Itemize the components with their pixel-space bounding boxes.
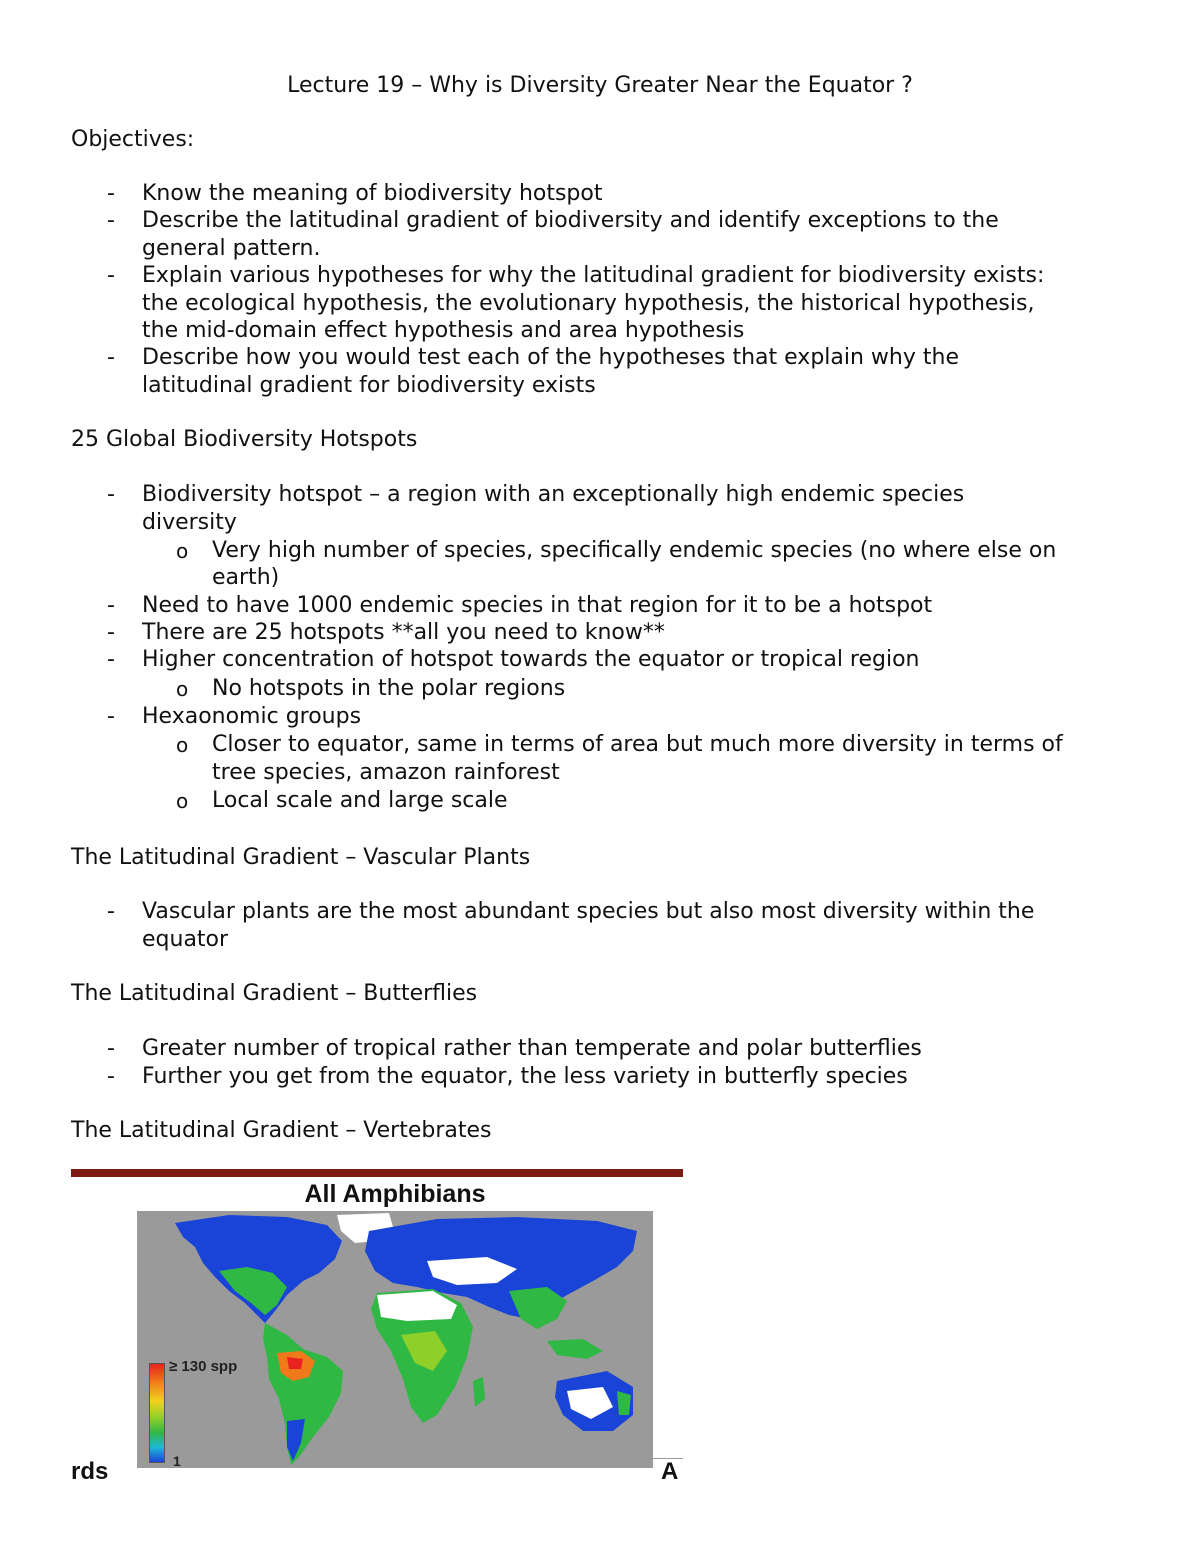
- legend-color-scale: [149, 1363, 165, 1463]
- hotspot-subitem-continued: tree species, amazon rainforest: [212, 760, 560, 785]
- hotspot-item-continued: diversity: [142, 510, 237, 535]
- hotspot-item: Biodiversity hotspot – a region with an exceptionally high endemic species: [142, 482, 965, 507]
- bullet-dash: -: [107, 345, 115, 370]
- hotspots-heading: 25 Global Biodiversity Hotspots: [71, 427, 418, 452]
- bullet-dash: -: [107, 482, 115, 507]
- bullet-dash: -: [107, 181, 115, 206]
- sub-bullet-circle: o: [176, 539, 189, 563]
- vertebrates-heading: The Latitudinal Gradient – Vertebrates: [71, 1118, 492, 1143]
- bullet-dash: -: [107, 208, 115, 233]
- bullet-dash: -: [107, 1064, 115, 1089]
- objective-item: Describe the latitudinal gradient of biodiversity and identify exceptions to the: [142, 208, 999, 233]
- sub-bullet-circle: o: [176, 733, 189, 757]
- cropped-label-right: A: [661, 1458, 679, 1485]
- objective-item-continued: the ecological hypothesis, the evolutionary hypothesis, the historical hypothesis,: [142, 291, 1035, 316]
- australia-green: [617, 1391, 631, 1415]
- objective-item: Explain various hypotheses for why the latitudinal gradient for biodiversity exists:: [142, 263, 1045, 288]
- hotspot-subitem-continued: earth): [212, 565, 280, 590]
- hotspot-subitem: Local scale and large scale: [212, 788, 508, 813]
- bullet-dash: -: [107, 899, 115, 924]
- butterflies-item: Greater number of tropical rather than temperate and polar butterflies: [142, 1036, 922, 1061]
- vascular-item: Vascular plants are the most abundant species but also most diversity within the: [142, 899, 1035, 924]
- bullet-dash: -: [107, 263, 115, 288]
- figure-title: All Amphibians: [304, 1180, 486, 1208]
- objective-item-continued: latitudinal gradient for biodiversity exists: [142, 373, 596, 398]
- hotspot-item: Need to have 1000 endemic species in that region for it to be a hotspot: [142, 593, 933, 618]
- bullet-dash: -: [107, 620, 115, 645]
- butterflies-item: Further you get from the equator, the less variety in butterfly species: [142, 1064, 908, 1089]
- hotspot-subitem: Closer to equator, same in terms of area but much more diversity in terms of: [212, 732, 1063, 757]
- amphibian-richness-map-figure: [137, 1178, 653, 1468]
- hotspot-subitem: Very high number of species, specifically endemic species (no where else on: [212, 538, 1057, 563]
- butterflies-heading: The Latitudinal Gradient – Butterflies: [71, 981, 478, 1006]
- vascular-heading: The Latitudinal Gradient – Vascular Plants: [71, 845, 531, 870]
- bullet-dash: -: [107, 593, 115, 618]
- sub-bullet-circle: o: [176, 789, 189, 813]
- cropped-label-left: rds: [71, 1458, 109, 1485]
- vascular-item-continued: equator: [142, 927, 229, 952]
- hotspot-item: Hexaonomic groups: [142, 704, 362, 729]
- legend-max-label: ≥ 130 spp: [169, 1358, 238, 1375]
- objective-item-continued: general pattern.: [142, 236, 321, 261]
- legend-min-label: 1: [173, 1453, 181, 1469]
- bullet-dash: -: [107, 704, 115, 729]
- bullet-dash: -: [107, 647, 115, 672]
- page-title: Lecture 19 – Why is Diversity Greater Near the Equator ?: [287, 73, 913, 98]
- hotspot-subitem: No hotspots in the polar regions: [212, 676, 566, 701]
- objective-item-continued: the mid-domain effect hypothesis and area hypothesis: [142, 318, 745, 343]
- figure-top-rule: [71, 1169, 683, 1177]
- amazon-core: [287, 1357, 303, 1369]
- objective-item: Describe how you would test each of the hypotheses that explain why the: [142, 345, 959, 370]
- hotspot-item: There are 25 hotspots **all you need to know**: [142, 620, 665, 645]
- bullet-dash: -: [107, 1036, 115, 1061]
- sub-bullet-circle: o: [176, 677, 189, 701]
- objectives-heading: Objectives:: [71, 127, 195, 152]
- hotspot-item: Higher concentration of hotspot towards the equator or tropical region: [142, 647, 920, 672]
- objective-item: Know the meaning of biodiversity hotspot: [142, 181, 603, 206]
- world-map: [137, 1211, 653, 1468]
